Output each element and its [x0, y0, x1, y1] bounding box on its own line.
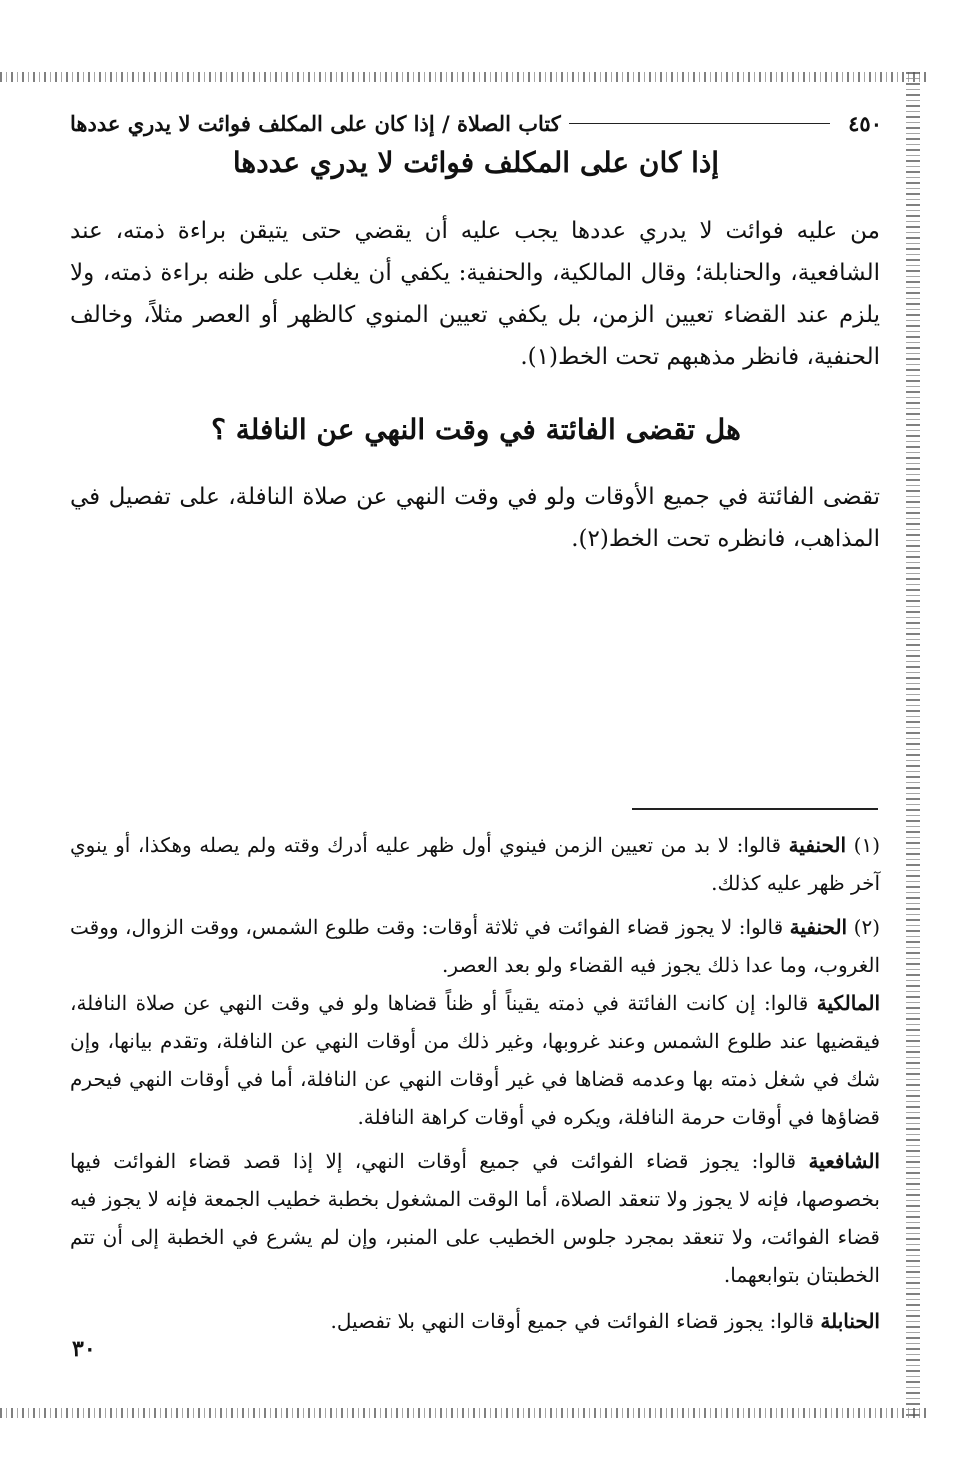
- footnote-2-shafii: [70, 1142, 880, 1294]
- section-heading-makeup-in-forbidden-times: هل تقضى الفائتة في وقت النهي عن النافلة ؟: [211, 413, 741, 446]
- footnote-text: قالوا: لا بد من تعيين الزمن فينوي أول ظهر عليه أدرك وقته ولم يصله وهكذا، أو ينوي آخر ظهر عليه كذلك.: [70, 833, 880, 895]
- school-name: الحنابلة: [820, 1309, 880, 1333]
- footnote-ref-2[interactable]: (٢).: [571, 526, 609, 552]
- page-header: [70, 106, 882, 140]
- footnote-2-hanafi: [70, 908, 880, 984]
- footnote-2-hanbali: [70, 1302, 880, 1340]
- school-name: الحنفية: [789, 915, 848, 939]
- paragraph-text: من عليه فوائت لا يدري عددها يجب عليه أن يقضي حتى يتيقن براءة ذمته، عند الشافعية، والحنابلة؛ وقال المالكية، والحنفية: يكفي أن يغلب على ظنه براءة ذمته، ولا يلزم عند القضاء تعيين الزمن، بل يكفي تعيين المنوي كالظهر أو العصر مثلاً، وخالف الحنفية، فانظر مذهبهم تحت الخط: [70, 218, 880, 370]
- decorative-border-bottom: [0, 1408, 930, 1418]
- footnote-text: قالوا: يجوز قضاء الفوائت في جميع أوقات النهي بلا تفصيل.: [330, 1309, 821, 1333]
- running-title: كتاب الصلاة / إذا كان على المكلف فوائت لا يدري عددها: [70, 110, 561, 136]
- paragraph-text: تقضى الفائتة في جميع الأوقات ولو في وقت النهي عن صلاة النافلة، على تفصيل في المذاهب، فانظره تحت الخط: [70, 484, 880, 552]
- school-name: المالكية: [816, 991, 880, 1015]
- footnote-2-maliki: [70, 984, 880, 1136]
- school-name: الشافعية: [808, 1149, 880, 1173]
- school-name: الحنفية: [788, 833, 847, 857]
- footnote-marker: (٢): [853, 915, 881, 939]
- section-paragraph-makeup-in-forbidden-times: [70, 476, 880, 560]
- footnote-ref-1[interactable]: (١).: [520, 344, 558, 370]
- footnote-text: قالوا: يجوز قضاء الفوائت في جميع أوقات النهي، إلا إذا قصد قضاء الفوائت فيها بخصوصها، فإنه لا يجوز ولا تنعقد الصلاة، أما الوقت المشغول بخطبة خطيب الجمعة فإنه لا يجوز فيه قضاء الفوائت، ولا تنعقد بمجرد جلوس الخطيب على المنبر، وإن لم يشرع في الخطبة إلى أن تتم الخطبتان بتوابعهما.: [70, 1149, 880, 1287]
- section-heading-unknown-missed-prayers: إذا كان على المكلف فوائت لا يدري عددها: [232, 146, 720, 179]
- page-number: ٤٥٠: [848, 110, 882, 136]
- signature-mark: ٣٠: [72, 1336, 96, 1362]
- section-paragraph-unknown-missed-prayers: [70, 210, 880, 378]
- footnote-text: قالوا: إن كانت الفائتة في ذمته يقيناً أو ظناً قضاها ولو في وقت النهي عن صلاة النافلة، فيقضيها عند طلوع الشمس وعند غروبها، وغير ذلك من أوقات النهي عن النافلة، وتقدم بيانها، وإن شك في شغل ذمته بها وعدمه قضاها في غير أوقات النهي عن النافلة، أما في أوقات النهي فيحرم قضاؤها في أوقات حرمة النافلة، ويكره في أوقات كراهة النافلة.: [70, 991, 880, 1129]
- footnote-marker: (١): [853, 833, 880, 857]
- footnote-separator: [632, 808, 878, 810]
- decorative-border-right: [906, 72, 920, 1418]
- footnote-1: [70, 826, 880, 902]
- decorative-border-top: [0, 72, 930, 82]
- footnote-text: قالوا: لا يجوز قضاء الفوائت في ثلاثة أوقات: وقت طلوع الشمس، ووقت الزوال، ووقت الغروب، وما عدا ذلك يجوز فيه القضاء ولو بعد العصر.: [70, 915, 880, 977]
- header-rule: [569, 123, 830, 124]
